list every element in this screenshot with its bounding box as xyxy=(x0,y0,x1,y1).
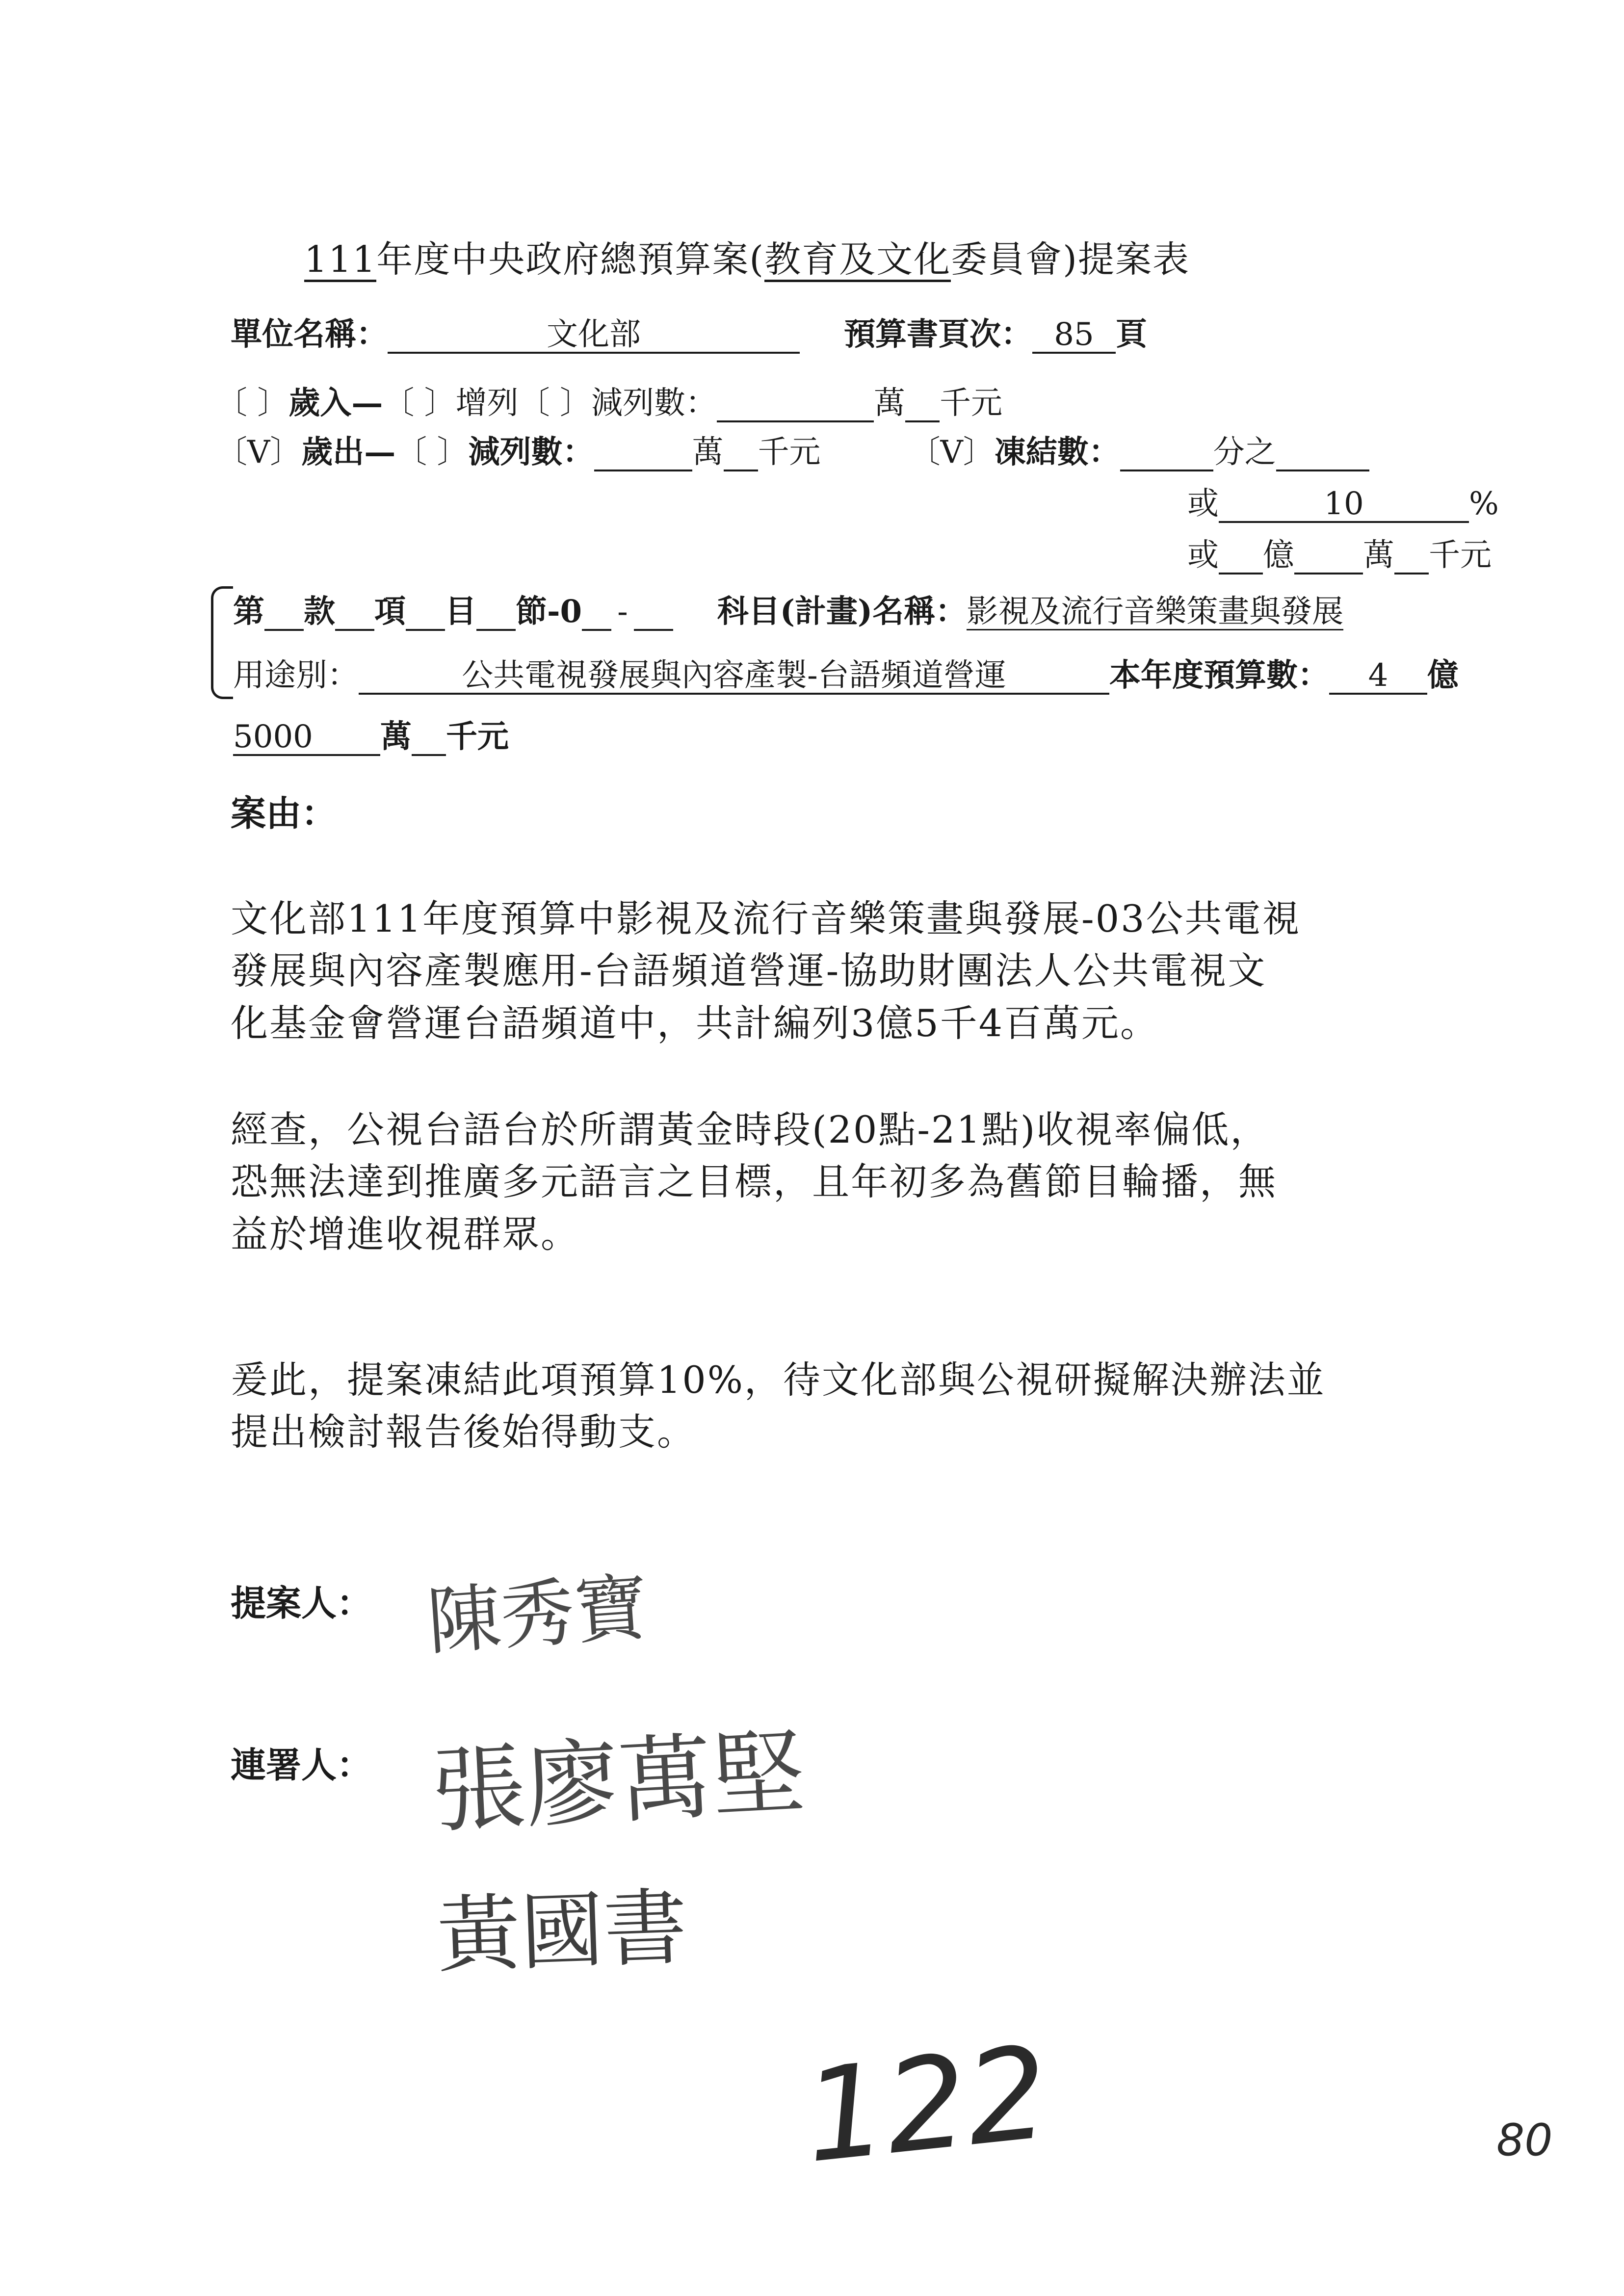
page-suffix: 頁 xyxy=(1116,316,1147,353)
title-part1: 年度中央政府總預算案( xyxy=(376,238,765,281)
item-jie: 節-0 xyxy=(516,593,582,630)
cosigner-label: 連署人： xyxy=(231,1744,372,1786)
reason-label: 案由： xyxy=(231,792,337,834)
paragraph-2-line-2: 恐無法達到推廣多元語言之目標，且年初多為舊節目輪播，無 xyxy=(231,1160,1277,1204)
paragraph-2-line-3: 益於增進收視群眾。 xyxy=(231,1212,579,1256)
jie-sub-blank xyxy=(582,595,611,631)
expense-checkbox: 〔V〕 xyxy=(216,434,302,470)
cosigner-signature-1: 張廖萬堅 xyxy=(429,1718,808,1846)
page-number: 80 xyxy=(1496,2114,1553,2166)
budget-yi: 億 xyxy=(1427,657,1459,694)
budget-yi-value: 4 xyxy=(1329,658,1427,695)
freeze-percent-value: 10 xyxy=(1219,487,1469,523)
usage-value: 公共電視發展與內容產製-台語頻道營運 xyxy=(359,658,1109,695)
freeze-denominator-blank xyxy=(1276,435,1369,471)
title-year: 111 xyxy=(304,240,376,282)
unit-line xyxy=(231,309,1147,354)
freeze-checkbox: 〔V〕 xyxy=(909,434,995,470)
amount-qian: 千元 xyxy=(446,718,509,755)
expense-label: 歲出— xyxy=(301,434,396,470)
item-line xyxy=(233,586,1343,631)
revenue-cut-checkbox: 〔 〕減列數： xyxy=(518,385,717,421)
expense-line xyxy=(216,427,1369,472)
kuan-blank xyxy=(264,595,304,631)
expense-wan: 萬 xyxy=(692,434,724,470)
or-amount-line xyxy=(1187,530,1492,575)
freeze-label: 凍結數： xyxy=(994,434,1120,470)
dash-blank xyxy=(634,595,673,631)
paragraph-3-line-2: 提出檢討報告後始得動支。 xyxy=(231,1410,696,1454)
revenue-label: 歲入— xyxy=(288,385,383,421)
title-committee: 教育及文化 xyxy=(764,240,951,282)
revenue-qian-blank xyxy=(905,386,940,422)
subject-label: 科目(計畫)名稱： xyxy=(717,593,967,630)
page-value: 85 xyxy=(1032,317,1116,354)
item-dash: - xyxy=(617,594,628,630)
revenue-line xyxy=(216,378,1002,423)
amount-wan: 萬 xyxy=(380,718,412,755)
proposer-label: 提案人： xyxy=(231,1582,372,1624)
or-amount-prefix: 或 xyxy=(1187,537,1219,574)
expense-qian: 千元 xyxy=(758,434,821,470)
budget-label: 本年度預算數： xyxy=(1109,657,1329,694)
paragraph-1 xyxy=(231,893,1301,1049)
revenue-checkbox: 〔 〕 xyxy=(216,385,289,421)
revenue-wan: 萬 xyxy=(874,385,906,421)
expense-cut-checkbox: 〔 〕 xyxy=(395,434,469,470)
revenue-cut-blank xyxy=(717,386,874,422)
paragraph-1-line-1: 文化部111年度預算中影視及流行音樂策畫與發展-03公共電視 xyxy=(231,897,1301,940)
expense-cut-blank xyxy=(594,435,692,471)
or-percent-line xyxy=(1187,478,1499,523)
item-xiang: 項 xyxy=(374,593,406,630)
subject-value: 影視及流行音樂策畫與發展 xyxy=(967,594,1344,630)
mu-blank xyxy=(406,595,445,631)
usage-line xyxy=(233,650,1459,695)
paragraph-3 xyxy=(231,1354,1326,1459)
amount-line xyxy=(233,711,509,757)
revenue-qian: 千元 xyxy=(940,385,1003,421)
revenue-add-checkbox: 〔 〕增列 xyxy=(383,385,519,421)
freeze-numerator-blank xyxy=(1120,435,1213,471)
unit-value: 文化部 xyxy=(388,317,800,354)
unit-label: 單位名稱： xyxy=(231,316,388,353)
expense-cut-label: 減列數： xyxy=(468,434,594,470)
xiang-blank xyxy=(335,595,374,631)
amount-qian-blank xyxy=(412,720,446,756)
or-percent-suffix: % xyxy=(1469,486,1499,522)
paragraph-2 xyxy=(231,1104,1277,1260)
usage-label: 用途別： xyxy=(233,657,359,694)
item-mu: 目 xyxy=(445,593,476,630)
amount-value: 5000 xyxy=(233,720,380,756)
page-label: 預算書頁次： xyxy=(844,316,1032,353)
item-bracket xyxy=(211,586,233,699)
cosigner-signature-2: 黃國書 xyxy=(435,1879,689,1985)
or-wan-blank xyxy=(1294,538,1363,574)
or-qian-blank xyxy=(1394,538,1429,574)
freeze-fen-zhi: 分之 xyxy=(1213,434,1276,470)
paragraph-3-line-1: 爰此，提案凍結此項預算10%，待文化部與公視研擬解決辦法並 xyxy=(231,1358,1326,1402)
item-di: 第 xyxy=(233,593,264,630)
or-yi-blank xyxy=(1219,538,1263,574)
proposer-signature: 陳秀寶 xyxy=(424,1565,651,1666)
or-amount-wan: 萬 xyxy=(1363,537,1394,574)
item-kuan: 款 xyxy=(304,593,335,630)
paragraph-1-line-3: 化基金會營運台語頻道中，共計編列3億5千4百萬元。 xyxy=(231,1001,1159,1045)
or-amount-yi: 億 xyxy=(1263,537,1294,574)
or-amount-qian: 千元 xyxy=(1429,537,1492,574)
handwritten-number: 122 xyxy=(797,2018,1055,2192)
form-title xyxy=(304,231,1190,283)
paragraph-2-line-1: 經查，公視台語台於所謂黃金時段(20點-21點)收視率偏低， xyxy=(231,1108,1269,1151)
title-part2: 委員會)提案表 xyxy=(951,238,1190,281)
expense-qian-blank xyxy=(724,435,758,471)
or-percent-prefix: 或 xyxy=(1187,486,1219,522)
paragraph-1-line-2: 發展與內容產製應用-台語頻道營運-協助財團法人公共電視文 xyxy=(231,949,1267,993)
jie-blank xyxy=(476,595,516,631)
